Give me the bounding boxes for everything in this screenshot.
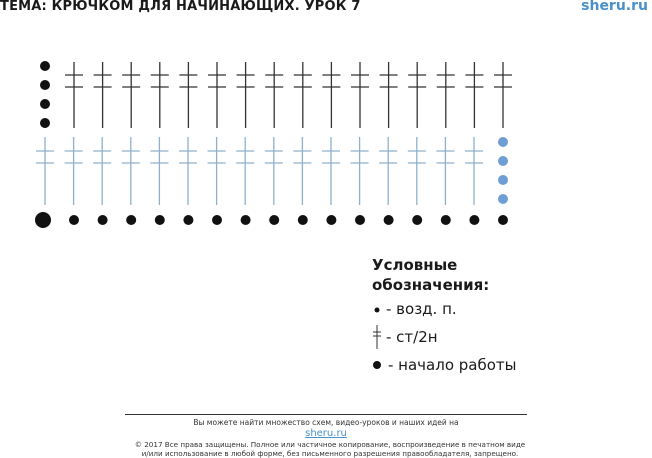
start-dot (35, 212, 51, 228)
chain-stitch (155, 215, 165, 225)
double-crochet-row2 (494, 62, 512, 128)
double-crochet-row2 (465, 62, 483, 128)
chain-stitch (412, 215, 422, 225)
chain-stitch (498, 215, 508, 225)
start-dot-icon (372, 359, 384, 371)
copyright-line-2: и/или использование в любой форме, без письменного разрешения правообладателя, запрещено. (141, 449, 519, 458)
double-crochet-row1 (379, 137, 397, 205)
double-crochet-row2 (294, 62, 312, 128)
double-crochet-row1 (351, 137, 369, 205)
double-crochet-row1 (36, 137, 54, 205)
double-crochet-row2 (322, 62, 340, 128)
legend-title-1: Условные (372, 256, 458, 274)
chain-stitch (298, 215, 308, 225)
double-crochet-row1 (150, 137, 168, 205)
turning-chain-row1 (498, 194, 508, 204)
footer-link[interactable]: sheru.ru (305, 428, 347, 439)
footer-text: Вы можете найти множество схем, видео-уроков и наших идей на (193, 418, 459, 427)
chain-stitch (441, 215, 451, 225)
turning-chain-row1 (498, 156, 508, 166)
chain-stitch (355, 215, 365, 225)
double-crochet-row2 (437, 62, 455, 128)
chain-stitch (183, 215, 193, 225)
chain-dot-icon (372, 304, 382, 314)
legend-label: - возд. п. (386, 300, 457, 318)
chain-stitch (326, 215, 336, 225)
legend-item-double-crochet (372, 323, 517, 351)
legend-label: - ст/2н (386, 328, 438, 346)
double-crochet-row1 (465, 137, 483, 205)
double-crochet-row1 (65, 137, 83, 205)
double-crochet-row2 (65, 62, 83, 128)
double-crochet-row2 (237, 62, 255, 128)
legend (372, 255, 517, 379)
chain-stitch (212, 215, 222, 225)
turning-chain-row1 (498, 137, 508, 147)
double-crochet-row1 (408, 137, 426, 205)
double-crochet-row1 (179, 137, 197, 205)
turning-chain-row2 (40, 99, 50, 109)
double-crochet-row2 (351, 62, 369, 128)
legend-label: - начало работы (388, 356, 517, 374)
double-crochet-row2 (122, 62, 140, 128)
double-crochet-row1 (122, 137, 140, 205)
double-crochet-row2 (408, 62, 426, 128)
chain-stitch (269, 215, 279, 225)
double-crochet-row2 (179, 62, 197, 128)
chain-stitch (98, 215, 108, 225)
turning-chain-row2 (40, 118, 50, 128)
chain-stitch (69, 215, 79, 225)
double-crochet-row2 (265, 62, 283, 128)
brand-logo[interactable]: sheru.ru (581, 0, 648, 14)
double-crochet-row1 (322, 137, 340, 205)
double-crochet-row2 (151, 62, 169, 128)
double-crochet-row2 (208, 62, 226, 128)
legend-title-2: обозначения: (372, 276, 490, 294)
double-crochet-row1 (265, 137, 283, 205)
legend-item-chain (372, 295, 517, 323)
page-title: ТЕМА: КРЮЧКОМ ДЛЯ НАЧИНАЮЩИХ. УРОК 7 (0, 0, 361, 14)
chain-stitch (241, 215, 251, 225)
double-crochet-row1 (236, 137, 254, 205)
chain-stitch (384, 215, 394, 225)
legend-item-start (372, 351, 517, 379)
copyright-line-1: © 2017 Все права защищены. Полное или частичное копирование, воспроизведение в печатном виде (134, 440, 526, 449)
double-crochet-row2 (380, 62, 398, 128)
chain-stitch (469, 215, 479, 225)
double-crochet-row1 (293, 137, 311, 205)
footer-copyright (120, 440, 540, 458)
double-crochet-row2 (94, 62, 112, 128)
turning-chain-row2 (40, 80, 50, 90)
double-crochet-icon (372, 324, 382, 350)
chain-stitch (126, 215, 136, 225)
turning-chain-row1 (498, 175, 508, 185)
double-crochet-row1 (208, 137, 226, 205)
footer-divider (125, 414, 527, 415)
double-crochet-row1 (436, 137, 454, 205)
double-crochet-row1 (93, 137, 111, 205)
turning-chain-row2 (40, 61, 50, 71)
